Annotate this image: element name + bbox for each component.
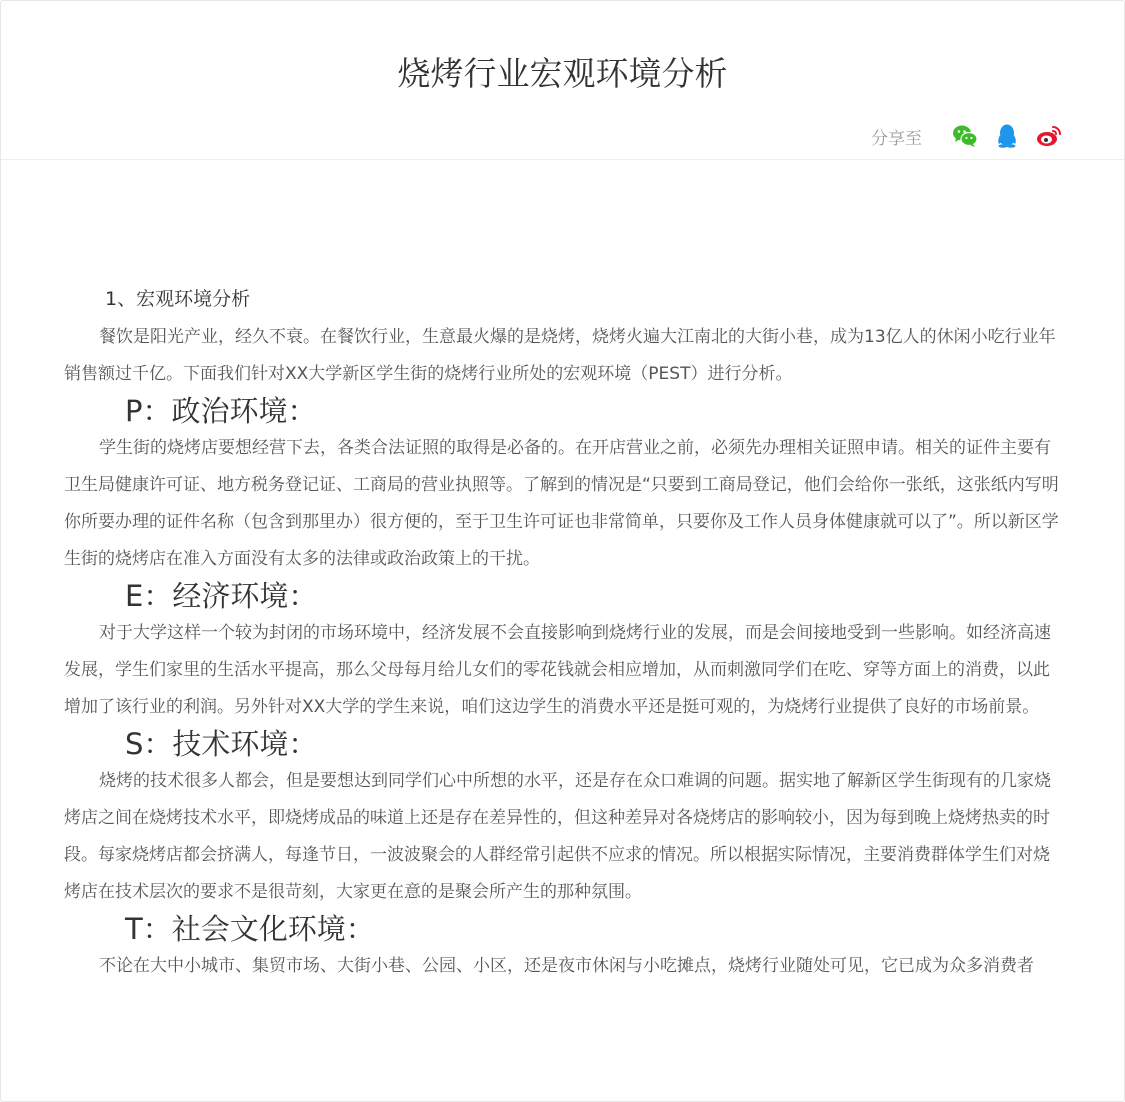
technology-paragraph: 烧烤的技术很多人都会，但是要想达到同学们心中所想的水平，还是存在众口难调的问题。据实地了解新区学生街现有的几家烧烤店之间在烧烤技术水平，即烧烤成品的味道上还是存在差异性的，但这种差异对各烧烤店的影响较小，因为每到晚上烧烤热卖的时段。每家烧烤店都会挤满人，每逢节日，一波波聚会的人群经常引起供不应求的情况。所以根据实际情况，主要消费群体学生们对烧烤店在技术层次的要求不是很苛刻，大家更在意的是聚会所产生的那种氛围。 — [64, 771, 1051, 902]
share-label: 分享至 — [871, 128, 922, 149]
section-heading: 1、宏观环境分析 — [105, 288, 251, 310]
economic-heading: E：经济环境： — [125, 579, 318, 613]
article-header — [1, 1, 1124, 160]
political-paragraph: 学生街的烧烤店要想经营下去，各类合法证照的取得是必备的。在开店营业之前，必须先办理相关证照申请。相关的证件主要有卫生局健康许可证、地方税务登记证、工商局的营业执照等。了解到的情况是“只要到工商局登记，他们会给你一张纸，这张纸内写明你所要办理的证件名称（包含到那里办）很方便的，至于卫生许可证也非常简单，只要你及工作人员身体健康就可以了”。所以新区学生街的烧烤店在准入方面没有太多的法律或政治政策上的干扰。 — [64, 438, 1059, 569]
intro-paragraph: 餐饮是阳光产业，经久不衰。在餐饮行业，生意最火爆的是烧烤，烧烤火遍大江南北的大街小巷，成为13亿人的休闲小吃行业年销售额过千亿。下面我们针对XX大学新区学生街的烧烤行业所处的宏观环境（PEST）进行分析。 — [64, 327, 1056, 384]
political-heading: P：政治环境： — [125, 394, 317, 428]
technology-heading: S：技术环境： — [125, 727, 318, 761]
share-bar — [871, 121, 1062, 151]
weibo-icon[interactable] — [1036, 123, 1062, 149]
social-culture-heading: T：社会文化环境： — [125, 912, 375, 946]
article-body — [64, 283, 1064, 985]
social-culture-paragraph: 不论在大中小城市、集贸市场、大街小巷、公园、小区，还是夜市休闲与小吃摊点，烧烤行业随处可见，它已成为众多消费者 — [99, 956, 1034, 976]
economic-paragraph: 对于大学这样一个较为封闭的市场环境中，经济发展不会直接影响到烧烤行业的发展，而是会间接地受到一些影响。如经济高速发展，学生们家里的生活水平提高，那么父母每月给儿女们的零花钱就会相应增加，从而刺激同学们在吃、穿等方面上的消费，以此增加了该行业的利润。另外针对XX大学的学生来说，咱们这边学生的消费水平还是挺可观的，为烧烤行业提供了良好的市场前景。 — [64, 623, 1051, 717]
wechat-icon[interactable] — [952, 123, 978, 149]
qq-icon[interactable] — [994, 123, 1020, 149]
page-title: 烧烤行业宏观环境分析 — [397, 54, 728, 93]
